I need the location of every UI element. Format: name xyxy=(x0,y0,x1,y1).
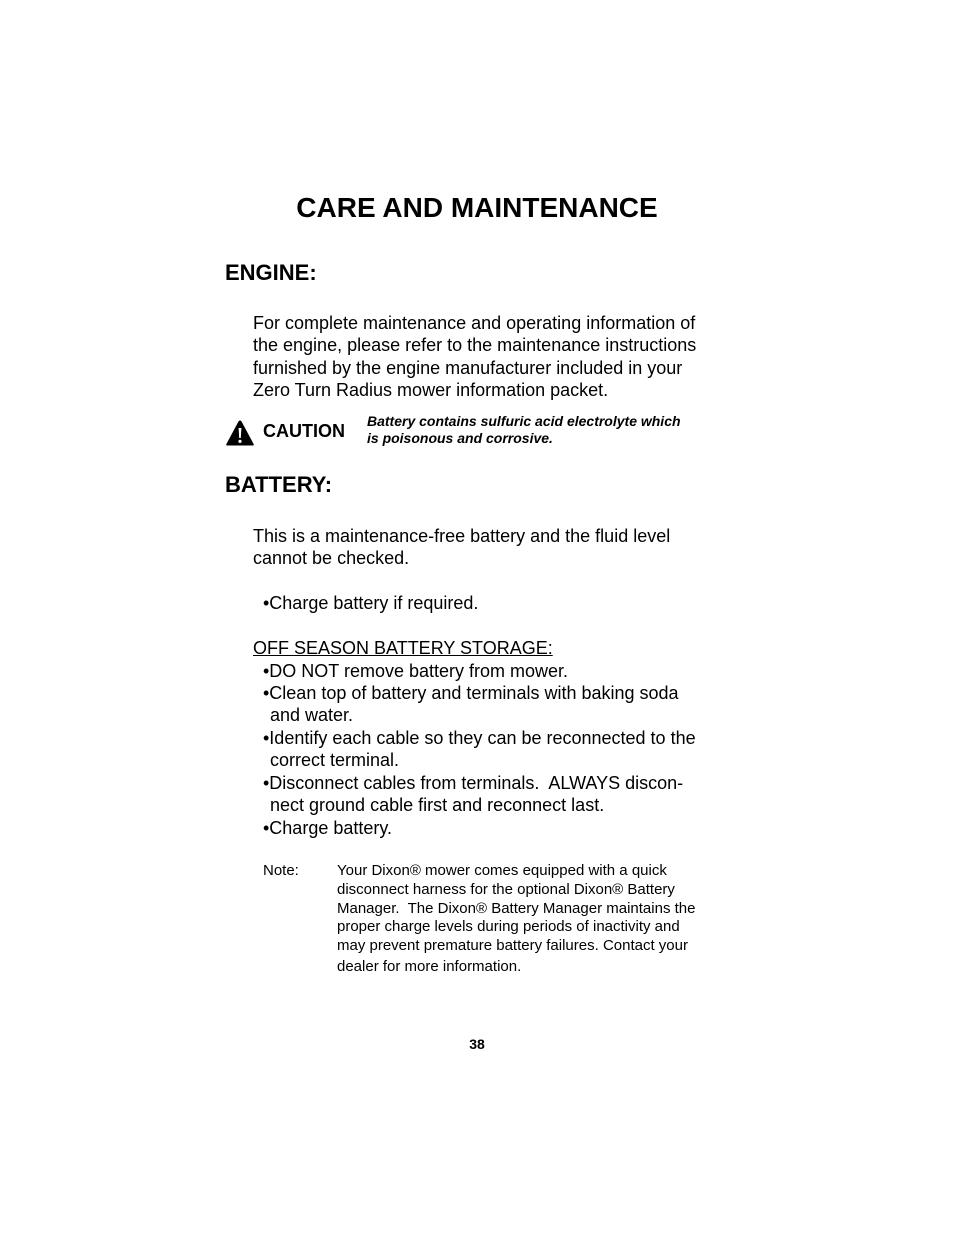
engine-heading: ENGINE: xyxy=(225,260,317,285)
list-item-continuation: and water. xyxy=(270,705,354,725)
list-item: •Clean top of battery and terminals with baking soda xyxy=(263,683,679,703)
page-number: 38 xyxy=(469,1036,485,1052)
engine-paragraph-line: the engine, please refer to the maintenance instructions xyxy=(253,335,697,355)
battery-paragraph-line: This is a maintenance-free battery and the fluid level xyxy=(253,526,671,546)
note-line: dealer for more information. xyxy=(337,958,522,975)
page-title: CARE AND MAINTENANCE xyxy=(296,192,658,223)
caution-text-line: Battery contains sulfuric acid electrolyte which xyxy=(367,413,681,429)
engine-paragraph-line: furnished by the engine manufacturer included in your xyxy=(253,358,683,378)
caution-label: CAUTION xyxy=(263,421,345,441)
note-line: Manager. The Dixon® Battery Manager maintains the xyxy=(337,900,696,917)
list-item-continuation: nect ground cable first and reconnect last. xyxy=(270,795,605,815)
list-item: •Disconnect cables from terminals. ALWAYS discon- xyxy=(263,773,684,793)
battery-heading: BATTERY: xyxy=(225,472,333,497)
list-item: •Charge battery. xyxy=(263,818,393,838)
note-line: may prevent premature battery failures. Contact your xyxy=(337,937,688,954)
storage-heading: OFF SEASON BATTERY STORAGE: xyxy=(253,638,553,658)
note-line: disconnect harness for the optional Dixon® Battery xyxy=(337,881,675,898)
note-line: proper charge levels during periods of inactivity and xyxy=(337,918,680,935)
list-item: •DO NOT remove battery from mower. xyxy=(263,661,569,681)
charge-bullet: •Charge battery if required. xyxy=(263,593,479,613)
caution-text-line: is poisonous and corrosive. xyxy=(367,430,553,446)
warning-triangle-icon xyxy=(225,419,255,447)
note-label: Note: xyxy=(263,862,299,879)
note-line: Your Dixon® mower comes equipped with a quick xyxy=(337,862,667,879)
list-item: •Identify each cable so they can be reconnected to the xyxy=(263,728,696,748)
list-item-continuation: correct terminal. xyxy=(270,750,400,770)
engine-paragraph-line: For complete maintenance and operating information of xyxy=(253,313,696,333)
engine-paragraph-line: Zero Turn Radius mower information packet. xyxy=(253,380,609,400)
battery-paragraph-line: cannot be checked. xyxy=(253,548,410,568)
